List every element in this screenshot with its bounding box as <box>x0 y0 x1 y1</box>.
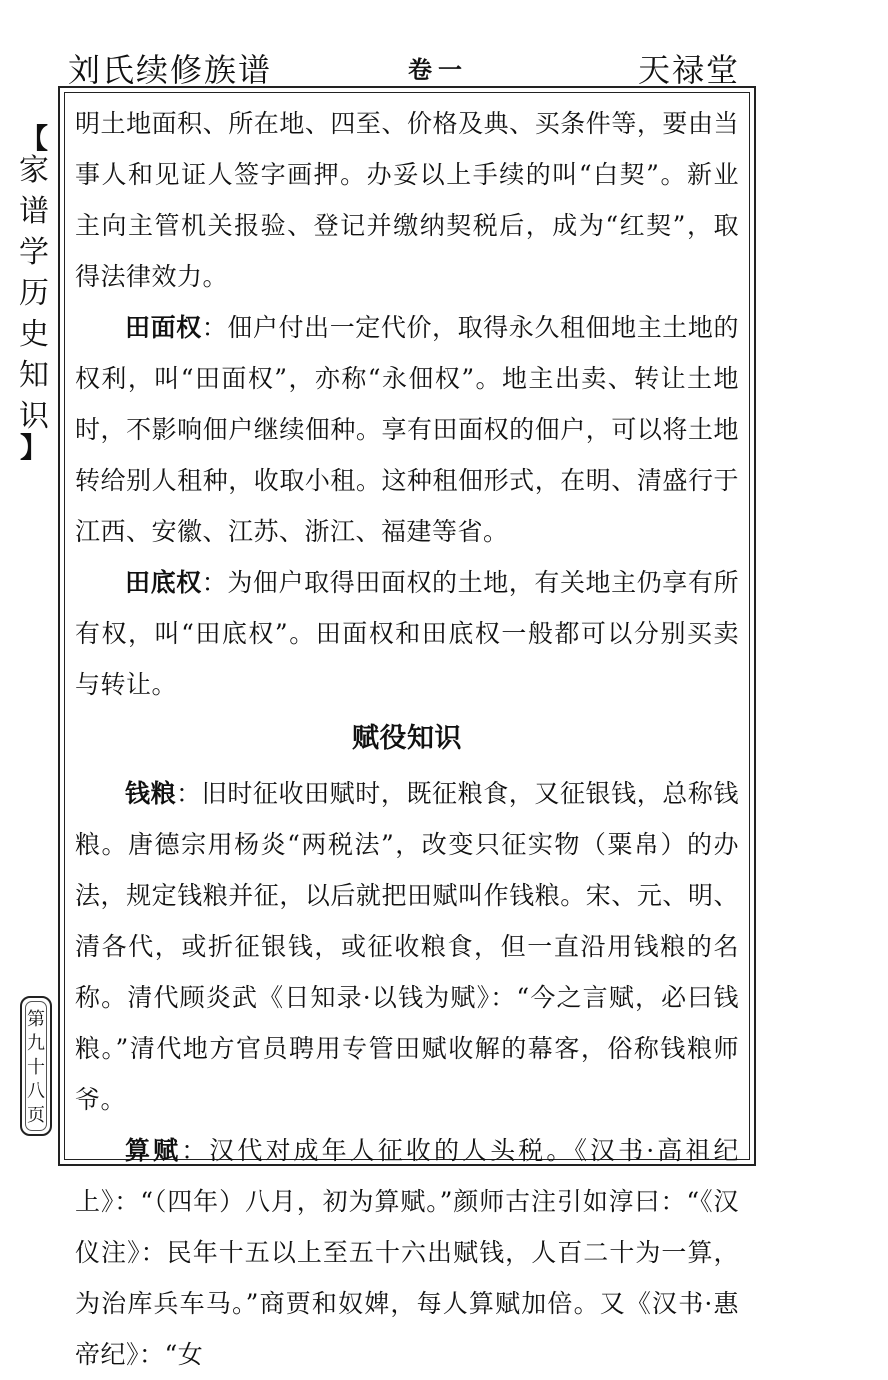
page-body <box>75 98 739 1380</box>
side-label-char: 知 <box>19 358 49 393</box>
paragraph-tiandiquan <box>75 557 739 710</box>
header-genealogy-title: 刘氏续修族谱 <box>68 51 273 89</box>
side-section-label <box>16 122 52 464</box>
term-qianliang: 钱粮 <box>125 779 177 808</box>
term-tiandiquan: 田底权 <box>125 568 202 597</box>
page-tab-char: 八 <box>27 1081 45 1102</box>
side-label-char: 谱 <box>19 194 49 229</box>
header-volume: 卷一 <box>408 55 468 84</box>
page-tab-char: 十 <box>27 1057 45 1078</box>
side-label-char: 家 <box>19 153 49 188</box>
side-label-open-bracket: 【 <box>19 122 48 155</box>
page-number-tab <box>20 996 52 1136</box>
page-tab-char: 九 <box>27 1033 45 1054</box>
section-title: 赋役知识 <box>352 723 462 754</box>
page-tab-char: 页 <box>27 1105 45 1126</box>
header-hall-name: 天禄堂 <box>637 51 740 89</box>
definition-suanfu: ：汉代对成年人征收的人头税。《汉书·高祖纪上》：“（四年）八月，初为算赋。”颜师古注引如淳曰：“《汉仪注》：民年十五以上至五十六出赋钱，人百二十为一算，为治库兵车马。”商贾和奴婢，每人算赋加倍。又《汉书·惠帝纪》：“女 <box>75 1136 739 1369</box>
side-label-char: 历 <box>19 276 49 311</box>
side-label-char: 识 <box>19 399 49 434</box>
paragraph-suanfu <box>75 1125 739 1380</box>
definition-qianliang: ：旧时征收田赋时，既征粮食，又征银钱，总称钱粮。唐德宗用杨炎“两税法”，改变只征实物（粟帛）的办法，规定钱粮并征，以后就把田赋叫作钱粮。宋、元、明、清各代，或折征银钱，或征收粮食，但一直沿用钱粮的名称。清代顾炎武《日知录·以钱为赋》：“今之言赋，必曰钱粮。”清代地方官员聘用专管田赋收解的幕客，俗称钱粮师爷。 <box>75 779 739 1114</box>
side-label-char: 史 <box>19 317 49 352</box>
paragraph-contract: 明土地面积、所在地、四至、价格及典、买条件等，要由当事人和见证人签字画押。办妥以上手续的叫“白契”。新业主向主管机关报验、登记并缴纳契税后，成为“红契”，取得法律效力。 <box>75 109 739 291</box>
side-label-close-bracket: 】 <box>19 431 48 464</box>
paragraph-tianmianquan <box>75 302 739 557</box>
definition-tiandiquan: ：为佃户取得田面权的土地，有关地主仍享有所有权，叫“田底权”。田面权和田底权一般都可以分别买卖与转让。 <box>75 568 739 699</box>
side-label-char: 学 <box>19 235 49 270</box>
term-suanfu: 算赋 <box>125 1136 182 1165</box>
page-tab-char: 第 <box>27 1009 45 1030</box>
definition-tianmianquan: ：佃户付出一定代价，取得永久租佃地主土地的权利，叫“田面权”，亦称“永佃权”。地主出卖、转让土地时，不影响佃户继续佃种。享有田面权的佃户，可以将土地转给别人租种，收取小租。这种租佃形式，在明、清盛行于江西、安徽、江苏、浙江、福建等省。 <box>75 313 739 546</box>
term-tianmianquan: 田面权 <box>125 313 202 342</box>
paragraph-qianliang <box>75 768 739 1125</box>
